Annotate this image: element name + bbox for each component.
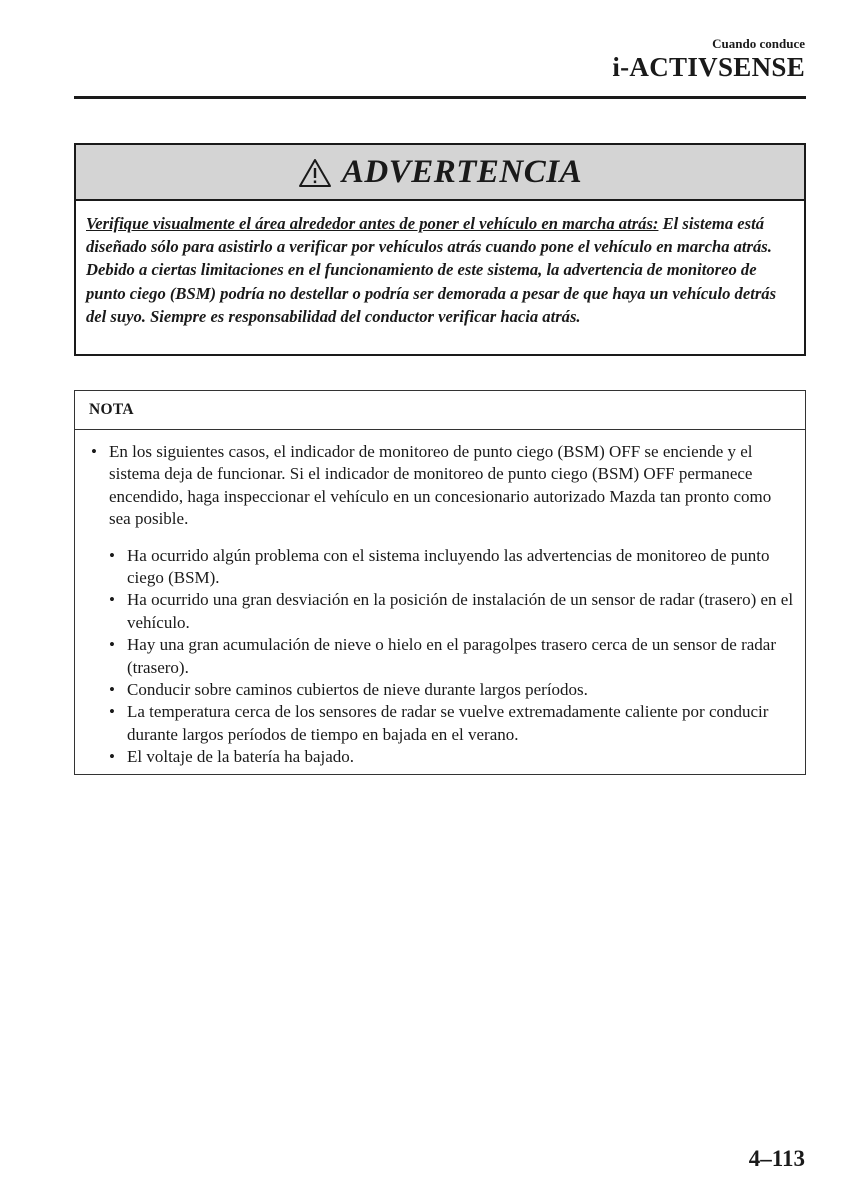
bullet-icon: •	[91, 442, 97, 461]
note-body	[75, 430, 805, 769]
bullet-icon: •	[109, 747, 115, 767]
warning-heading: ADVERTENCIA	[341, 153, 583, 190]
list-item	[107, 679, 795, 701]
note-intro-text: En los siguientes casos, el indicador de monitoreo de punto ciego (BSM) OFF se enciende y el sistema deja de funcionar. Si el indicador de monitoreo de punto ciego (BSM) OFF permanece encendido, haga inspeccionar el vehículo en un concesionario autorizado Mazda tan pronto como sea posible.	[109, 442, 772, 529]
warning-body: El sistema está diseñado sólo para asistirlo a verificar por vehículos atrás cuando pone el vehículo en marcha atrás. Debido a ciertas limitaciones en el funcionamiento de este sistema, la advertencia de monitoreo de punto ciego (BSM) podría no destellar o podría ser demorada a pesar de que haya un vehículo detrás del suyo. Siempre es responsabilidad del conductor verificar hacia atrás.	[86, 214, 777, 326]
note-box	[74, 390, 806, 775]
list-item-text: Conducir sobre caminos cubiertos de nieve durante largos períodos.	[127, 680, 588, 700]
list-item	[107, 589, 795, 634]
page-number: 4–113	[748, 1146, 805, 1171]
warning-lead: Verifique visualmente el área alrededor antes de poner el vehículo en marcha atrás:	[86, 214, 659, 233]
warning-header	[76, 145, 804, 201]
page-title: i-ACTIVSENSE	[612, 52, 805, 82]
warning-triangle-icon	[298, 158, 332, 188]
note-intro	[89, 441, 795, 531]
list-item-text: Ha ocurrido una gran desviación en la posición de instalación de un sensor de radar (trasero) en el vehículo.	[127, 590, 794, 632]
list-item-text: La temperatura cerca de los sensores de radar se vuelve extremadamente caliente por conducir durante largos períodos de tiempo en bajada en el verano.	[127, 702, 769, 744]
note-list	[89, 545, 795, 769]
list-item-text: Ha ocurrido algún problema con el sistema incluyendo las advertencias de monitoreo de punto ciego (BSM).	[127, 545, 770, 588]
list-item-text: Hay una gran acumulación de nieve o hielo en el paragolpes trasero cerca de un sensor de radar (trasero).	[127, 635, 777, 677]
bullet-icon: •	[109, 635, 115, 655]
bullet-icon: •	[109, 545, 115, 565]
list-item-text: El voltaje de la batería ha bajado.	[127, 747, 355, 767]
section-label: Cuando conduce	[712, 36, 805, 51]
note-heading: NOTA	[75, 391, 805, 430]
list-item	[107, 634, 795, 679]
bullet-icon: •	[109, 590, 115, 610]
warning-text	[76, 201, 804, 328]
list-item	[107, 701, 795, 746]
warning-box	[74, 143, 806, 356]
list-item	[107, 545, 795, 590]
bullet-icon: •	[109, 680, 115, 700]
header-rule	[74, 96, 806, 99]
list-item	[107, 746, 795, 768]
bullet-icon: •	[109, 702, 115, 722]
